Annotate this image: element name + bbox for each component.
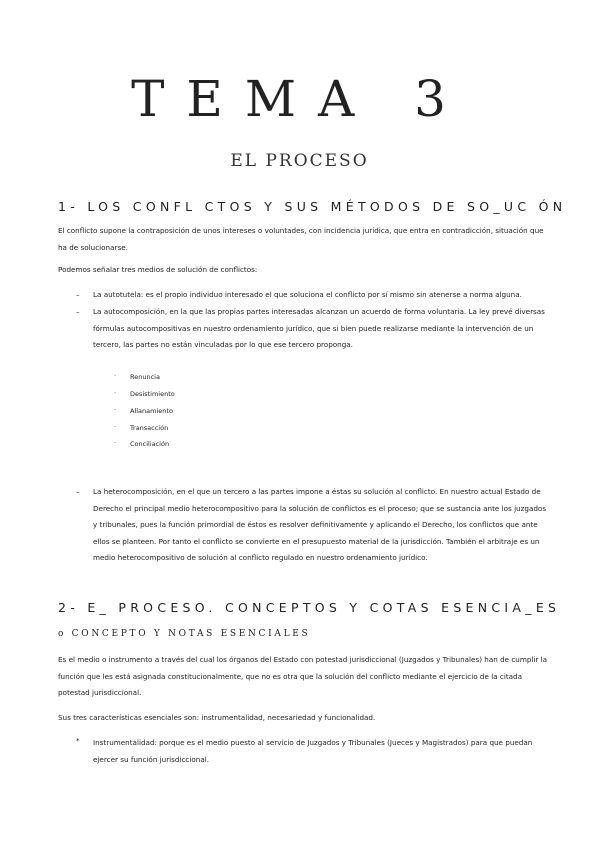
sub-item-allanamiento: Allanamiento: [130, 407, 173, 415]
sub-item-renuncia: Renuncia: [130, 373, 160, 381]
section-2-paragraph-2: Sus tres características esenciales son: instrumentalidad, necesariedad y funcionalidad.: [58, 713, 376, 722]
dot-bullet: ·: [114, 439, 117, 447]
sub-item-transaccion: Transacción: [130, 424, 169, 432]
list-item-heterocomposicion: La heterocomposición, en el que un tercero a las partes impone a éstas su solución al conflicto. En nuestro actual Estado de Derecho el principal medio heterocompositivo para la solución de conflictos es el proceso; que se sustancia ante los juzgados y tribunales, pues la función primordial de éstos es resolver definitivamente y aplicando el Derecho, los conflictos que ante ellos se planteen. Por tanto el conflicto se convierte en el presupuesto material de la jurisdicción. También el arbitraje es un medio heterocompositivo de solución al conflicto regulado en nuestro ordenamiento jurídico.: [93, 487, 547, 562]
page-subtitle: EL PROCESO: [230, 151, 369, 171]
dash-bullet: –: [76, 487, 80, 496]
page-title: TEMA 3: [131, 70, 468, 128]
sub-item-conciliacion: Conciliación: [130, 440, 170, 448]
dot-bullet: ·: [114, 406, 117, 414]
sub-item-desistimiento: Desistimiento: [130, 390, 175, 398]
list-item-autotutela: La autotutela: es el propio individuo interesado el que soluciona el conflicto por sí mismo sin atenerse a norma alguna.: [93, 290, 522, 299]
section-2-heading: 2- E_ PROCESO. CONCEPTOS Y COTAS ESENCIA_ES: [58, 600, 561, 615]
list-item-instrumentalidad: Instrumentalidad: porque es el medio puesto al servicio de Juzgados y Tribunales (Jueces y Magistrados) para que puedan ejercer su función jurisdiccional.: [93, 738, 533, 764]
dot-bullet: ·: [114, 389, 117, 397]
dot-bullet: ·: [114, 423, 117, 431]
section-1-heading: 1- LOS CONFL CTOS Y SUS MÉTODOS DE SO_UC ÓN: [58, 199, 567, 214]
star-bullet: *: [76, 737, 80, 745]
section-2-subheading: o CONCEPTO Y NOTAS ESENCIALES: [58, 629, 311, 639]
list-item-autocomposicion: La autocomposición, en la que las propias partes interesadas alcanzan un acuerdo de forma voluntaria. La ley prevé diversas fórmulas autocompositivas en nuestro ordenamiento jurídico, que si bien puede realizarse mediante la intervención de un tercero, las partes no están vinculadas por lo que ese tercero proponga.: [93, 307, 545, 349]
section-2-paragraph-1: Es el medio o instrumento a través del cual los órganos del Estado con potestad jurisdiccional (Juzgados y Tribunales) han de cumplir la función que les está asignada constitucionalmente, que no es otra que la solución del conflicto mediante el ejercicio de la citada potestad jurisdiccional.: [58, 655, 548, 697]
dot-bullet: ·: [114, 372, 117, 380]
dash-bullet: –: [76, 290, 80, 299]
section-1-intro: El conflicto supone la contraposición de unos intereses o voluntades, con incidencia jurídica, que entra en contradicción, situación que ha de solucionarse.: [58, 226, 544, 252]
section-1-lead: Podemos señalar tres medios de solución de conflictos:: [58, 265, 258, 274]
dash-bullet: –: [76, 307, 80, 316]
